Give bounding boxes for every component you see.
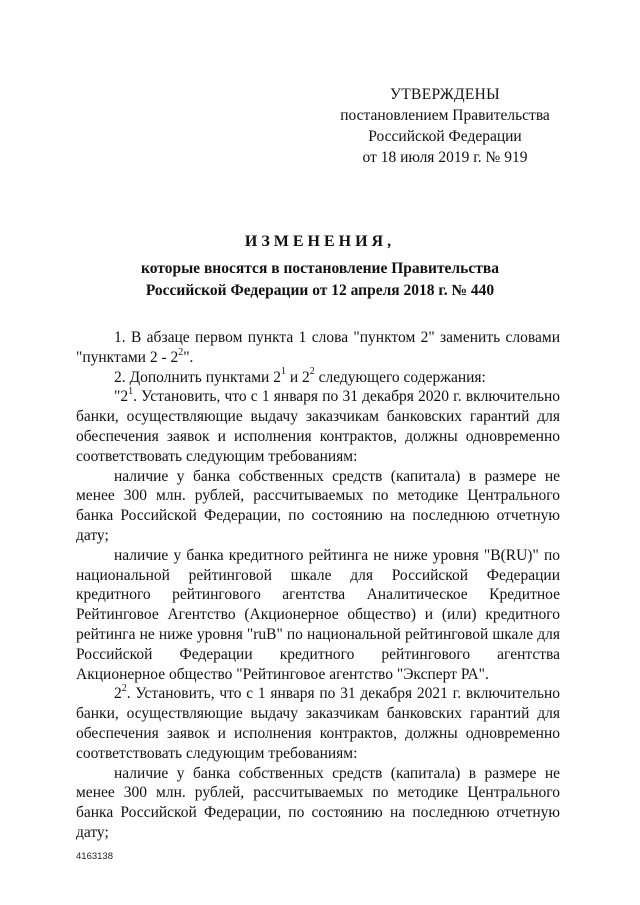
paragraph-6-text: . Установить, что с 1 января по 31 декабря 2021 г. включительно банки, осуществляющие выдачу заказчикам банковских гарантий для обеспечения заявок и исполнения контрактов, должны одновременно соответствовать следующим требованиям:	[76, 685, 560, 762]
paragraph-4: наличие у банка собственных средств (капитала) в размере не менее 300 млн. рублей, рассчитываемых по методике Центрального банка Российской Федерации, по состоянию на последнюю отчетную дату;	[76, 467, 560, 544]
paragraph-2-mid: и 2	[285, 368, 310, 386]
paragraph-1	[76, 328, 560, 368]
paragraph-1-end: ".	[183, 348, 194, 366]
paragraph-2-end: следующего содержания:	[314, 368, 486, 386]
paragraph-5: наличие у банка кредитного рейтинга не ниже уровня "B(RU)" по национальной рейтинговой шкале для Российской Федерации кредитного рейтингового агентства Аналитическое Кредитное Рейтинговое Агентство (Акционерное общество) и (или) кредитного рейтинга не ниже уровня "ruB" по национальной рейтинговой шкале для Российской Федерации кредитного рейтингового агентства Акционерное общество "Рейтинговое агентство "Эксперт РА".	[76, 546, 560, 683]
paragraph-3	[76, 387, 560, 466]
superscript: 1	[280, 366, 286, 378]
document-code: 4163138	[76, 851, 113, 862]
approval-block	[330, 84, 560, 168]
superscript: 2	[309, 366, 315, 378]
paragraph-7: наличие у банка собственных средств (капитала) в размере не менее 300 млн. рублей, рассчитываемых по методике Центрального банка Российской Федерации, по состоянию на последнюю отчетную дату;	[76, 764, 560, 841]
paragraph-2-text: 2. Дополнить пунктами 2	[114, 368, 281, 386]
document-subtitle	[60, 258, 580, 302]
superscript: 2	[178, 346, 184, 358]
paragraph-3-text: . Установить, что с 1 января по 31 декабря 2020 г. включительно банки, осуществляющие выдачу заказчикам банковских гарантий для обеспечения заявок и исполнения контрактов, должны одновременно соответствовать следующим требованиям:	[76, 388, 560, 465]
approval-line-2: Российской Федерации	[368, 128, 522, 145]
approval-line-1: постановлением Правительства	[340, 107, 550, 124]
superscript: 2	[121, 683, 127, 695]
document-title: ИЗМЕНЕНИЯ,	[244, 233, 396, 250]
paragraph-1-text: 1. В абзаце первом пункта 1 слова "пунктом 2" заменить словами "пунктами 2 - 2	[76, 329, 560, 366]
document-body	[76, 328, 560, 843]
paragraph-2	[76, 368, 560, 388]
approval-line-3: от 18 июля 2019 г. № 919	[362, 149, 528, 166]
superscript: 1	[128, 386, 134, 398]
approval-heading: УТВЕРЖДЕНЫ	[390, 86, 500, 103]
paragraph-6-start: 2	[114, 685, 122, 703]
paragraph-6	[76, 684, 560, 763]
document-subtitle-line-2: Российской Федерации от 12 апреля 2018 г. № 440	[145, 282, 495, 299]
paragraph-3-start: "2	[114, 388, 129, 406]
document-subtitle-line-1: которые вносятся в постановление Правительства	[141, 260, 499, 277]
